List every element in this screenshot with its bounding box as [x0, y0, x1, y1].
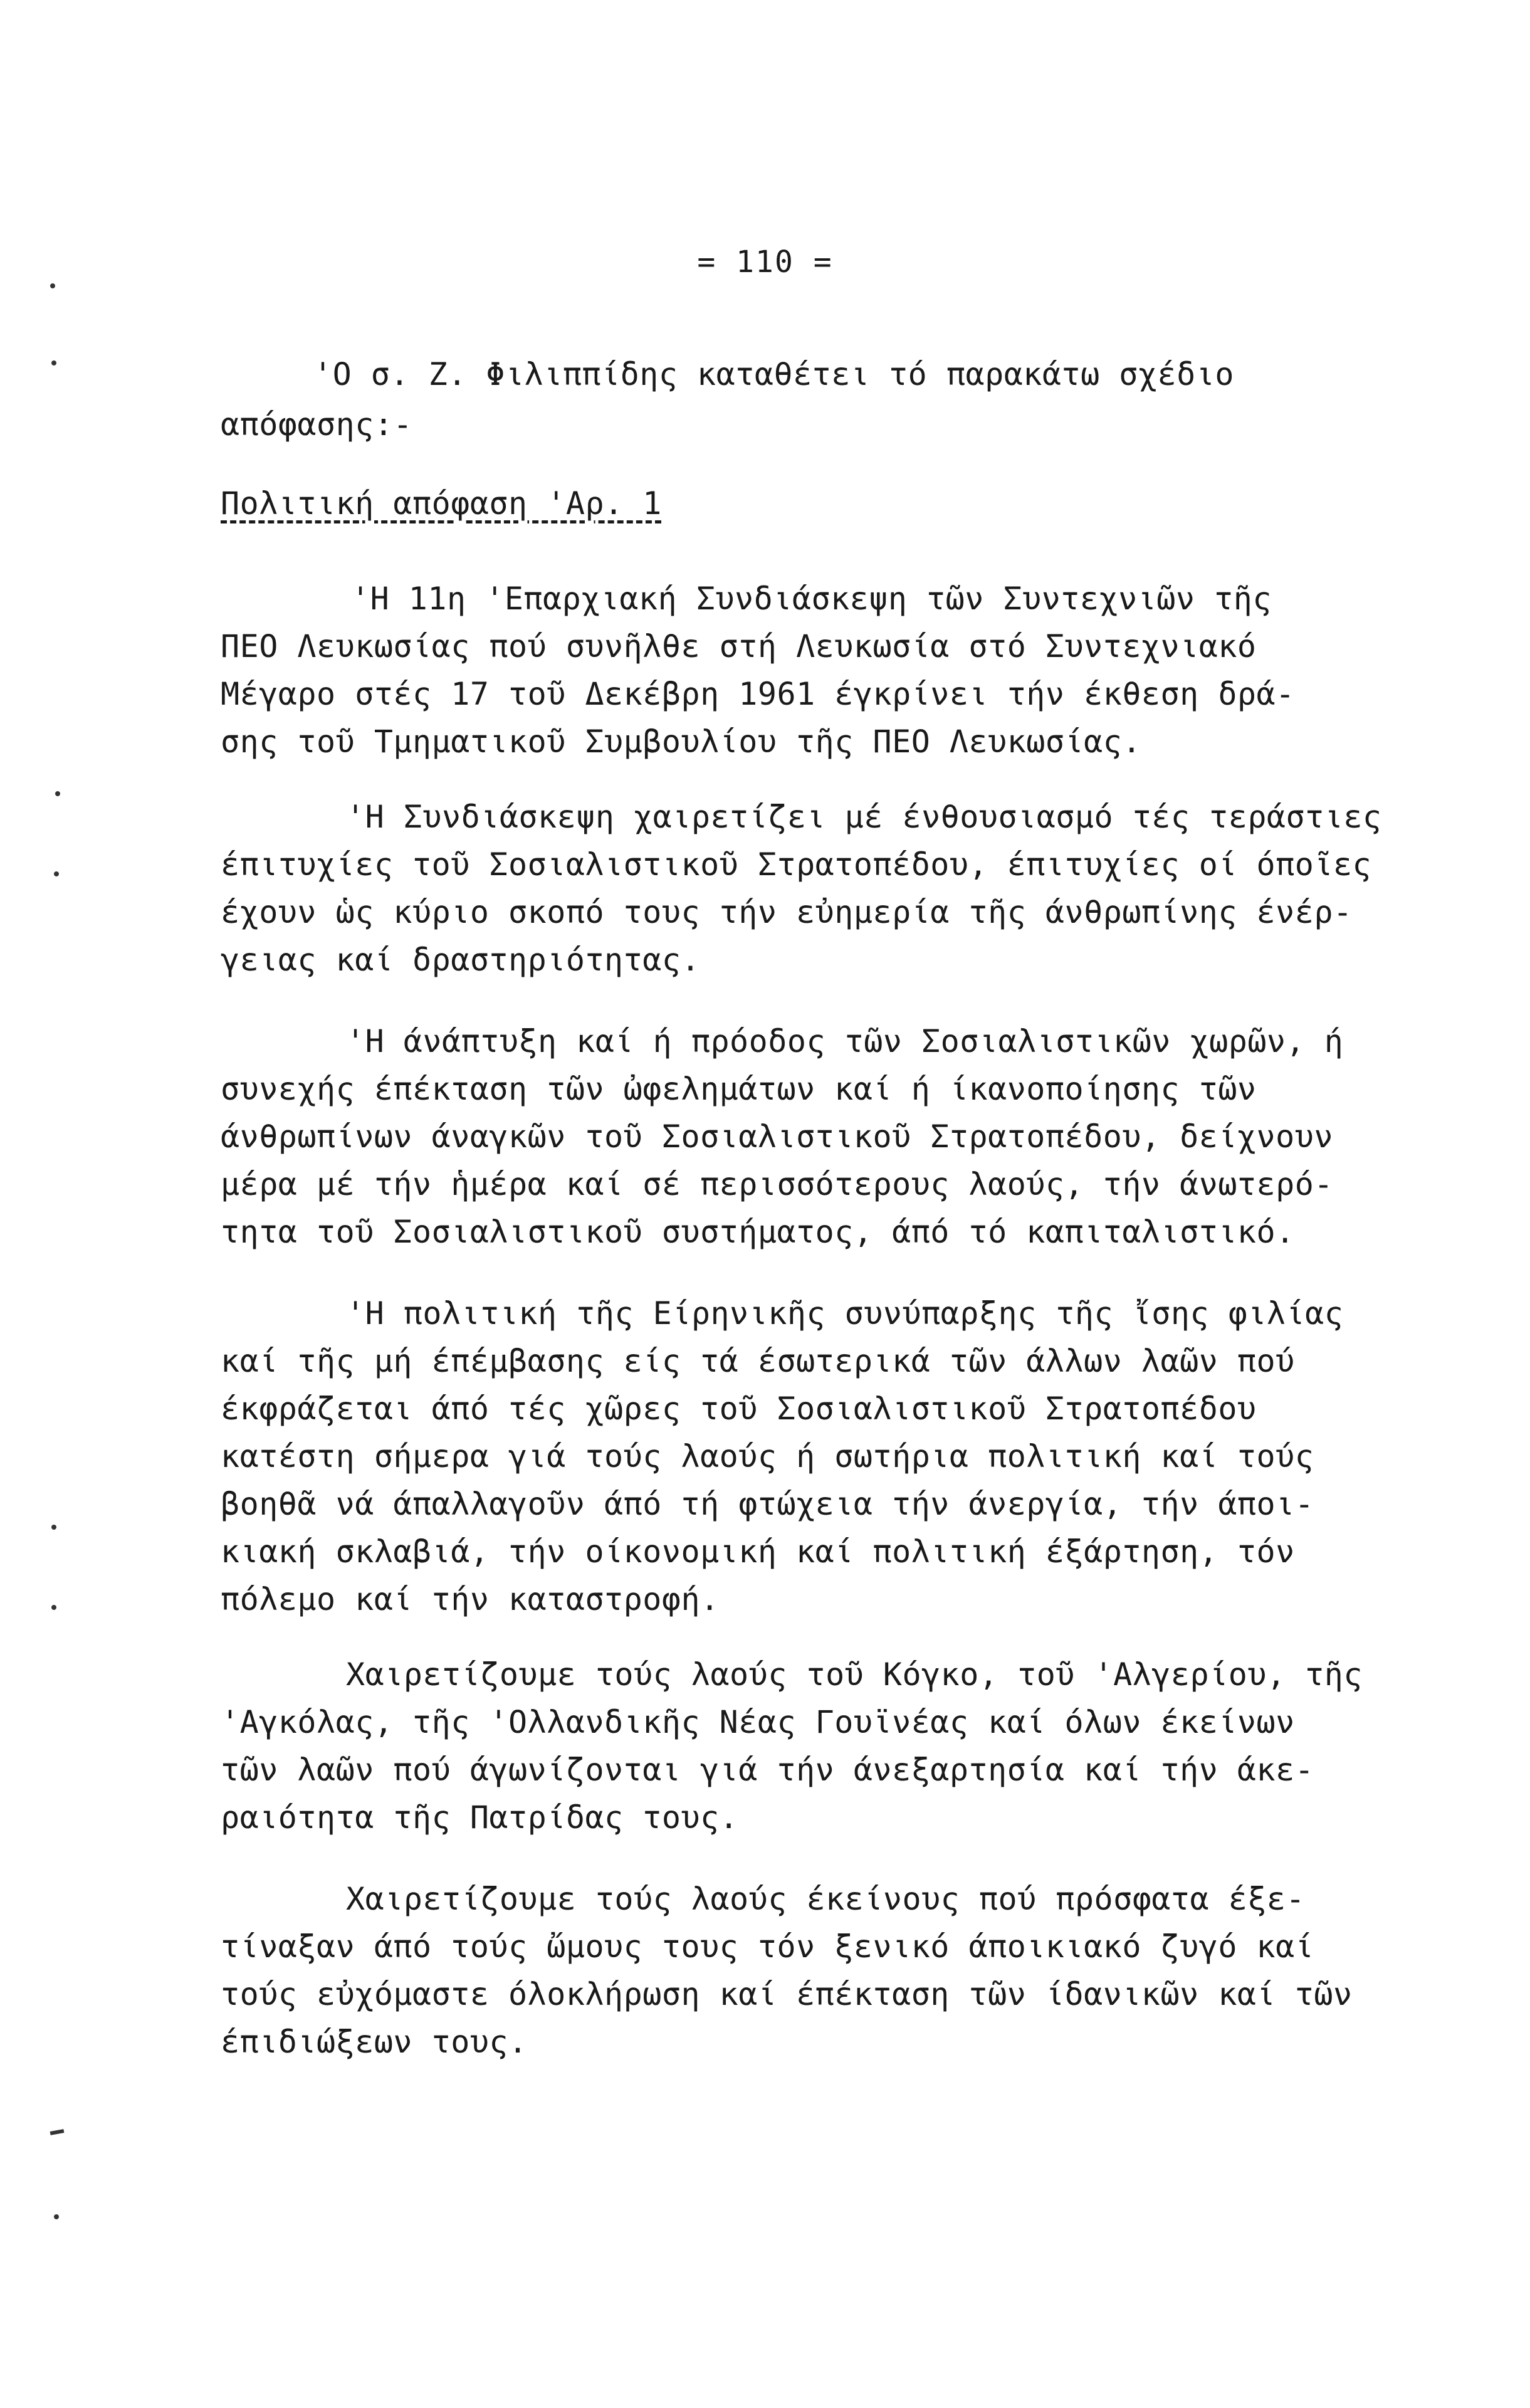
body-line: 'Αγκόλας, τῆς 'Ολλανδικῆς Νέας Γουϊνέας καί όλων έκείνων [221, 1704, 1295, 1740]
body-line: τίναξαν άπό τούς ὤμους τους τόν ξενικό άποικιακό ζυγό καί [221, 1928, 1314, 1965]
body-line: τῶν λαῶν πού άγωνίζονται γιά τήν άνεξαρτησία καί τήν άκε- [221, 1752, 1314, 1788]
body-line: ΠΕΟ Λευκωσίας πού συνῆλθε στή Λευκωσία στό Συντεχνιακό [221, 628, 1257, 665]
body-line: τούς εὐχόμαστε όλοκλήρωση καί έπέκταση τῶν ίδανικῶν καί τῶν [221, 1976, 1353, 2012]
page-number: = 110 = [697, 244, 833, 280]
body-line: 'Η Συνδιάσκεψη χαιρετίζει μέ ένθουσιασμό τές τεράστιες [346, 799, 1382, 835]
body-line: καί τῆς μή έπέμβασης είς τά έσωτερικά τῶν άλλων λαῶν πού [221, 1343, 1295, 1379]
body-line: συνεχής έπέκταση τῶν ὠφελημάτων καί ή ίκανοποίησης τῶν [221, 1071, 1257, 1107]
body-line: γειας καί δραστηριότητας. [221, 942, 701, 978]
body-line: έχουν ὡς κύριο σκοπό τους τήν εὐημερία τῆς άνθρωπίνης ένέρ- [221, 894, 1353, 930]
margin-mark [55, 791, 60, 796]
margin-mark [51, 1525, 56, 1530]
margin-mark [50, 2129, 65, 2135]
body-line: 'Η άνάπτυξη καί ή πρόοδος τῶν Σοσιαλιστικῶν χωρῶν, ή [346, 1023, 1344, 1059]
body-line: Χαιρετίζουμε τούς λαούς έκείνους πού πρόσφατα έξε- [346, 1881, 1306, 1917]
body-line: κιακή σκλαβιά, τήν οίκονομική καί πολιτική έξάρτηση, τόν [221, 1533, 1295, 1570]
body-line: Μέγαρο στές 17 τοῦ Δεκέβρη 1961 έγκρίνει τήν έκθεση δρά- [221, 676, 1295, 712]
margin-mark [50, 283, 55, 288]
body-line: πόλεμο καί τήν καταστροφή. [221, 1581, 720, 1617]
body-line: σης τοῦ Τμηματικοῦ Συμβουλίου τῆς ΠΕΟ Λευκωσίας. [221, 723, 1141, 760]
margin-mark [54, 871, 59, 876]
body-line: 'Η πολιτική τῆς Είρηνικῆς συνύπαρξης τῆς ἴσης φιλίας [346, 1295, 1344, 1332]
body-line: 'Η 11η 'Επαρχιακή Συνδιάσκεψη τῶν Συντεχνιῶν τῆς [351, 581, 1272, 617]
intro-line: απόφασης:- [221, 406, 413, 443]
margin-mark [54, 2214, 59, 2219]
intro-line: 'Ο σ. Ζ. Φιλιππίδης καταθέτει τό παρακάτω σχέδιο [313, 356, 1234, 392]
body-line: Χαιρετίζουμε τούς λαούς τοῦ Κόγκο, τοῦ 'Αλγερίου, τῆς [346, 1656, 1363, 1693]
margin-mark [51, 1605, 56, 1610]
body-line: βοηθᾶ νά άπαλλαγοῦν άπό τή φτώχεια τήν άνεργία, τήν άποι- [221, 1486, 1314, 1522]
body-line: έπιδιώξεων τους. [221, 2024, 528, 2060]
body-line: τητα τοῦ Σοσιαλιστικοῦ συστήματος, άπό τό καπιταλιστικό. [221, 1214, 1295, 1250]
body-line: έκφράζεται άπό τές χῶρες τοῦ Σοσιαλιστικοῦ Στρατοπέδου [221, 1391, 1257, 1427]
body-line: άνθρωπίνων άναγκῶν τοῦ Σοσιαλιστικοῦ Στρατοπέδου, δείχνουν [221, 1118, 1333, 1155]
body-line: ραιότητα τῆς Πατρίδας τους. [221, 1799, 739, 1836]
section-heading: Πολιτική απόφαση 'Αρ. 1 [221, 485, 662, 522]
body-line: μέρα μέ τήν ἡμέρα καί σέ περισσότερους λαούς, τήν άνωτερό- [221, 1166, 1333, 1202]
margin-mark [51, 360, 56, 365]
body-line: κατέστη σήμερα γιά τούς λαούς ή σωτήρια πολιτική καί τούς [221, 1438, 1314, 1475]
body-line: έπιτυχίες τοῦ Σοσιαλιστικοῦ Στρατοπέδου, έπιτυχίες οί όποῖες [221, 846, 1372, 883]
